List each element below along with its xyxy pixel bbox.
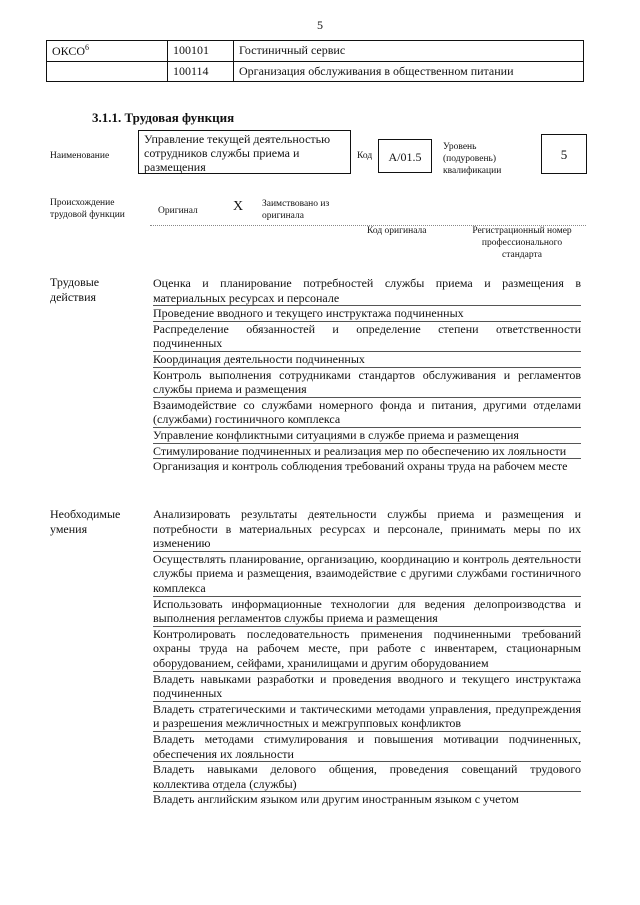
okso-label-cell: [47, 41, 168, 62]
function-code: А/01.5: [378, 139, 432, 173]
okso-code: 100114: [168, 62, 234, 82]
code-original-label: Код оригинала: [367, 226, 427, 236]
okso-name: Гостиничный сервис: [234, 41, 584, 62]
okso-label: ОКСО: [52, 44, 86, 58]
okso-row: [47, 62, 584, 82]
list-item: Контролировать последовательность применения подчиненными требований охраны труда на рабочем месте, при работе с инвентарем, стационарным оборудованием, сейфами, хранилищами и другим оборудованием: [153, 626, 581, 670]
okso-empty-cell: [47, 62, 168, 82]
origin-original: Оригинал: [158, 206, 198, 216]
list-item: Владеть методами стимулирования и повышения мотивации подчиненных, обеспечения их лояльности: [153, 731, 581, 761]
list-item: Использовать информационные технологии для ведения делопроизводства и выполнения регламентов службы приема и размещения: [153, 596, 581, 626]
origin-borrowed: Заимствовано из оригинала: [262, 199, 330, 221]
list-item: Стимулирование подчиненных и реализация мер по обеспечению их лояльности: [153, 444, 581, 460]
list-item: Координация деятельности подчиненных: [153, 352, 581, 368]
okso-row: [47, 41, 584, 62]
section-title: 3.1.1. Трудовая функция: [92, 110, 235, 125]
list-item: Взаимодействие со службами номерного фонда и питания, другими отделами (службами) гостиничного комплекса: [153, 397, 581, 427]
skills-list: [153, 507, 581, 807]
list-item: Распределение обязанностей и определение степени ответственности подчиненных: [153, 321, 581, 351]
okso-table: [46, 40, 584, 82]
skills-label: Необходимые умения: [50, 507, 121, 536]
list-item: Осуществлять планирование, организацию, координацию и контроль деятельности службы приема и размещения, взаимодействие с другими службами гостиничного комплекса: [153, 551, 581, 595]
list-item: Владеть английским языком или другим иностранным языком с учетом: [153, 792, 519, 807]
list-item: Управление конфликтными ситуациями в службе приема и размещения: [153, 428, 581, 444]
reg-number-label: Регистрационный номер профессионального стандарта: [472, 226, 572, 260]
level-label: Уровень (подуровень) квалификации: [443, 142, 502, 176]
list-item: Контроль выполнения сотрудниками стандартов обслуживания и регламентов службы приема и размещения: [153, 367, 581, 397]
list-item: Оценка и планирование потребностей службы приема и размещения в материальных ресурсах и персонале: [153, 276, 581, 305]
page-number: 5: [317, 18, 323, 32]
okso-name: Организация обслуживания в общественном питании: [234, 62, 584, 82]
okso-code: 100101: [168, 41, 234, 62]
list-item: Анализировать результаты деятельности службы приема и размещения и потребности в материальных ресурсах и персонале, принимать меры по их изменению: [153, 507, 581, 551]
name-label: Наименование: [50, 151, 110, 161]
list-item: Владеть навыками делового общения, проведения совещаний трудового коллектива отдела (службы): [153, 762, 581, 791]
list-item: Владеть стратегическими и тактическими методами управления, предупреждения и разрешения межличностных и межгрупповых конфликтов: [153, 701, 581, 731]
origin-label: Происхождение трудовой функции: [50, 198, 125, 220]
labor-actions-label: Трудовые действия: [50, 275, 100, 304]
level-value: 5: [541, 134, 587, 174]
labor-actions-list: [153, 276, 581, 474]
origin-mark: X: [233, 199, 244, 214]
code-label: Код: [357, 151, 373, 161]
list-item: Организация и контроль соблюдения требований охраны труда на рабочем месте: [153, 459, 568, 474]
list-item: Владеть навыками разработки и проведения вводного и текущего инструктажа подчиненных: [153, 671, 581, 701]
list-item: Проведение вводного и текущего инструктажа подчиненных: [153, 306, 581, 322]
okso-footnote: 6: [85, 43, 90, 52]
function-name: Управление текущей деятельностью сотрудников службы приема и размещения: [138, 130, 351, 174]
